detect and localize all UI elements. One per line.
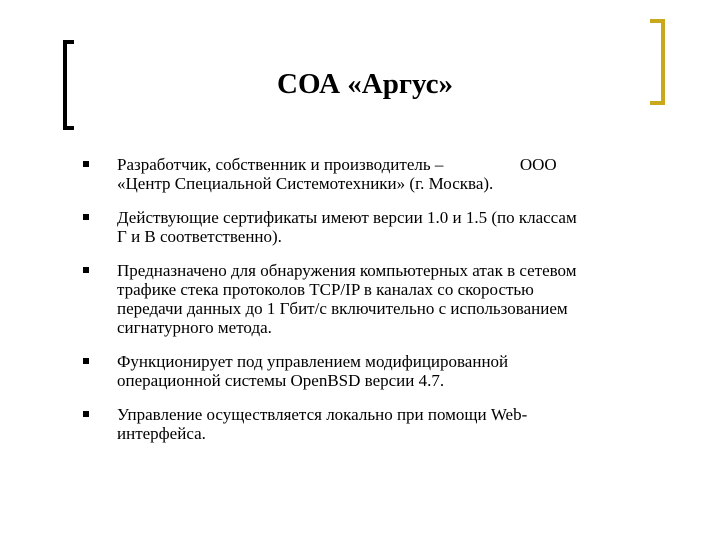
- decor-bracket-right-top: [650, 19, 665, 23]
- bullet-text-line: Разработчик, собственник и производитель – ООО: [117, 155, 557, 174]
- bullet-list: [80, 155, 675, 458]
- bullet-text-line: Функционирует под управлением модифицированной: [117, 352, 509, 371]
- square-bullet-icon: [83, 267, 89, 273]
- square-bullet-icon: [83, 411, 89, 417]
- bullet-item: [80, 352, 675, 390]
- bullet-text-line: операционной системы OpenBSD версии 4.7.: [117, 371, 445, 390]
- bullet-item: [80, 405, 675, 443]
- bullet-text-line: интерфейса.: [117, 424, 206, 443]
- bullet-text-line: передачи данных до 1 Гбит/с включительно с использованием: [117, 299, 568, 318]
- square-bullet-icon: [83, 214, 89, 220]
- bullet-text-line: Г и В соответственно).: [117, 227, 282, 246]
- bullet-text-line: трафике стека протоколов TCP/IP в каналах со скоростью: [117, 280, 534, 299]
- decor-bracket-left-top: [63, 40, 74, 44]
- slide-title: СОА «Аргус»: [277, 68, 453, 100]
- bullet-item: [80, 261, 675, 337]
- square-bullet-icon: [83, 358, 89, 364]
- decor-bracket-left-bottom: [63, 126, 74, 130]
- bullet-text-line: Предназначено для обнаружения компьютерных атак в сетевом: [117, 261, 577, 280]
- decor-bracket-right-bottom: [650, 101, 665, 105]
- bullet-text-line: Управление осуществляется локально при помощи Web-: [117, 405, 528, 424]
- bullet-item: [80, 155, 675, 193]
- bullet-text-line: сигнатурного метода.: [117, 318, 272, 337]
- bullet-text-line: «Центр Специальной Системотехники» (г. Москва).: [117, 174, 494, 193]
- bullet-item: [80, 208, 675, 246]
- bullet-text-line: Действующие сертификаты имеют версии 1.0 и 1.5 (по классам: [117, 208, 577, 227]
- square-bullet-icon: [83, 161, 89, 167]
